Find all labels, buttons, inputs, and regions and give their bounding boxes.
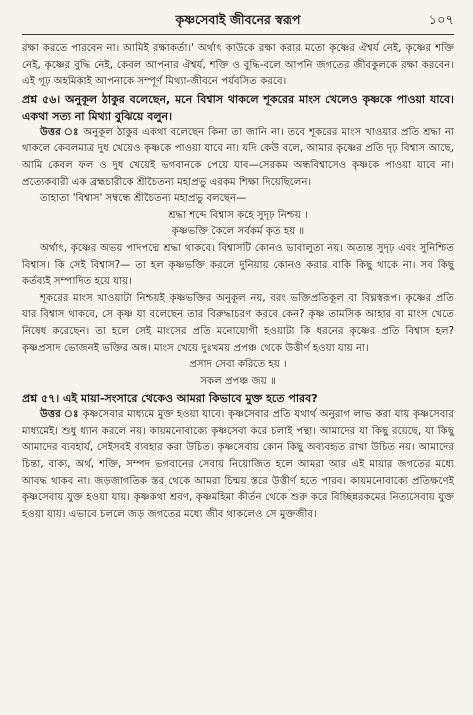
answer-text: অনুকূল ঠাকুর একথা বলেছেন কিনা তা জানি না। তবে শূকরের মাংস খাওয়ার প্রতি শ্রদ্ধা না থাকলে কেবলমাত্র দুধ খেয়েও কৃষ্ণকে পাওয়া যাবে না। যদি কেউ বলে, আমার কৃষ্ণের প্রতি দৃঢ় বিশ্বাস আছে, আমি কেবল ফল ও দুধ খেয়েই ভগবানকে পেয়ে যাব—সেরকম অন্ধবিশ্বাসেও কৃষ্ণকে পাওয়া যাবে না। প্রত্যেকবারী এক ব্রহ্মচারীকে শ্রীচৈতন্য মহাপ্রভু এরকম শিক্ষা দিয়েছিলেন। — [22, 126, 454, 188]
paragraph: অর্থাৎ, কৃষ্ণের অভয় পাদপদ্মে শ্রদ্ধা থাকবে। বিশ্বাসটি কোনও ভাবালুতা নয়। অত্যন্ত সুদৃঢ় এবং সুনিশ্চিত বিশ্বাস। কি সেই বিশ্বাস?— তা হল কৃষ্ণভক্তি করলে দুনিয়ায় কোনও করার বাকি কিছু থাকে না। সব কিছু কর্তব্যই সম্পাদিত হয়ে যায়। — [22, 242, 454, 288]
question-57: প্রশ্ন ৫৭। এই মায়া-সংসারে থেকেও আমরা কিভাবে মুক্ত হতে পারব? — [22, 392, 318, 406]
answer-label: উত্তর ঃ — [40, 126, 80, 138]
verse-line: প্রসাদ সেবা করিতে হয় । — [189, 359, 287, 371]
verse-line: কৃষ্ণভক্তি কৈলে সর্বকর্ম কৃত হয় ॥ — [171, 226, 305, 238]
paragraph: রক্ষা করতে পারবেন না। আমিই রক্ষাকর্তা।' অর্থাৎ কাউকে রক্ষা করার মতো কৃষ্ণের ঐশ্বর্য নেই, কৃষ্ণের শক্তি নেই, কৃষ্ণের বুদ্ধি নেই, কেবল আপনার ঐশ্বর্য, শক্তি ও বুদ্ধি-বলে আপনি জগতের জীবকুলকে রক্ষা করবেন। এই গূঢ় অহমিকাই আপনাকে সম্পূর্ণ মিথ্যা-জীবনে পর্যবসিত করবে। — [22, 43, 454, 88]
answer-label: উত্তর ঃ — [40, 409, 79, 421]
answer-56 — [22, 125, 454, 191]
question-56: প্রশ্ন ৫৬। অনুকূল ঠাকুর বলেছেন, মনে বিশ্বাস থাকলে শূকরের মাংস খেলেও কৃষ্ণকে পাওয়া যাবে। একথা সত্য না মিথ্যা বুঝিয়ে বলুন। — [22, 92, 454, 123]
page-header — [22, 8, 454, 35]
verse-line: শ্রদ্ধা শব্দে বিশ্বাস কহে সুদৃঢ় নিশ্চয় । — [168, 209, 308, 221]
running-title: কৃষ্ণসেবাই জীবনের স্বরূপ — [175, 12, 301, 27]
paragraph: তাহাতা 'বিশ্বাস' সম্বন্ধে শ্রীচৈতন্য মহাপ্রভু বলছেন— — [40, 193, 247, 205]
paragraph: শূকরের মাংস খাওয়াটা নিশ্চয়ই কৃষ্ণভক্তির অনুকূল নয়, বরং ভক্তিপ্রতিকূল বা বিঘ্নস্বরূপ। কৃষ্ণের প্রতি যার বিশ্বাস থাকবে, সে কৃষ্ণ যা বলেছেন তার বিরুদ্ধাচরণ করবে কেন? কৃষ্ণ তামসিক আহার বা মাংস খেতে নিষেধ করেছেন। তা হলে সেই মাংসের প্রতি মনোযোগী হওয়াটা কি ধরনের কৃষ্ণের প্রতি বিশ্বাস হল? কৃষ্ণপ্রসাদ ভোজনই ভক্তির অঙ্গ। মাংস খেয়ে দুঃখময় প্রপঞ্চ থেকে উত্তীর্ণ হওয়া যায় না। — [22, 292, 454, 354]
answer-text: কৃষ্ণসেবার মাধ্যমে মুক্ত হওয়া যাবে। কৃষ্ণসেবার প্রতি যথার্থ অনুরাগ লাভ করা যায় কৃষ্ণসেবার মাধ্যমেই। শুধু ধ্যান করলে নয়। কায়মনোবাক্যে কৃষ্ণসেবা করে চলাই পন্থা। আমাদের যা কিছু রয়েছে, যা কিছু আমাদের ব্যবহার্য, সেইসবই ব্যবহার করা উচিত। কৃষ্ণসেবায় কোন কিছু অব্যবহৃত রাখা উচিত নয়। আমাদের চিন্তা, বাক্য, অর্থ, শক্তি, সম্পদ ভগবানের সেবায় নিয়োজিত হলে আমরা আর এই মায়ার জগতের মধ্যে আবদ্ধ থাকব না। জড়জাগতিক স্তর থেকে আমরা চিন্ময় স্তরে উত্তীর্ণ হতে পারব। কায়মনোবাক্যে প্রতিক্ষণেই কৃষ্ণসেবায় যুক্ত হওয়া যায়। কৃষ্ণকথা শ্রবণ, কৃষ্ণমহিমা কীর্তন থেকে শুরু করে বিচ্ছিন্নরকমের নিত্যসেবায় যুক্ত হওয়া যায়। এভাবে চললে জড় জগতের মধ্যে জীব থাকলেও সে মুক্তজীব। — [22, 409, 454, 520]
answer-57 — [22, 407, 454, 523]
verse-line: সকল প্রপঞ্চ জয় ॥ — [200, 375, 276, 387]
book-page — [22, 8, 454, 708]
page-number: ১০৭ — [428, 13, 454, 28]
page-body — [22, 41, 454, 523]
